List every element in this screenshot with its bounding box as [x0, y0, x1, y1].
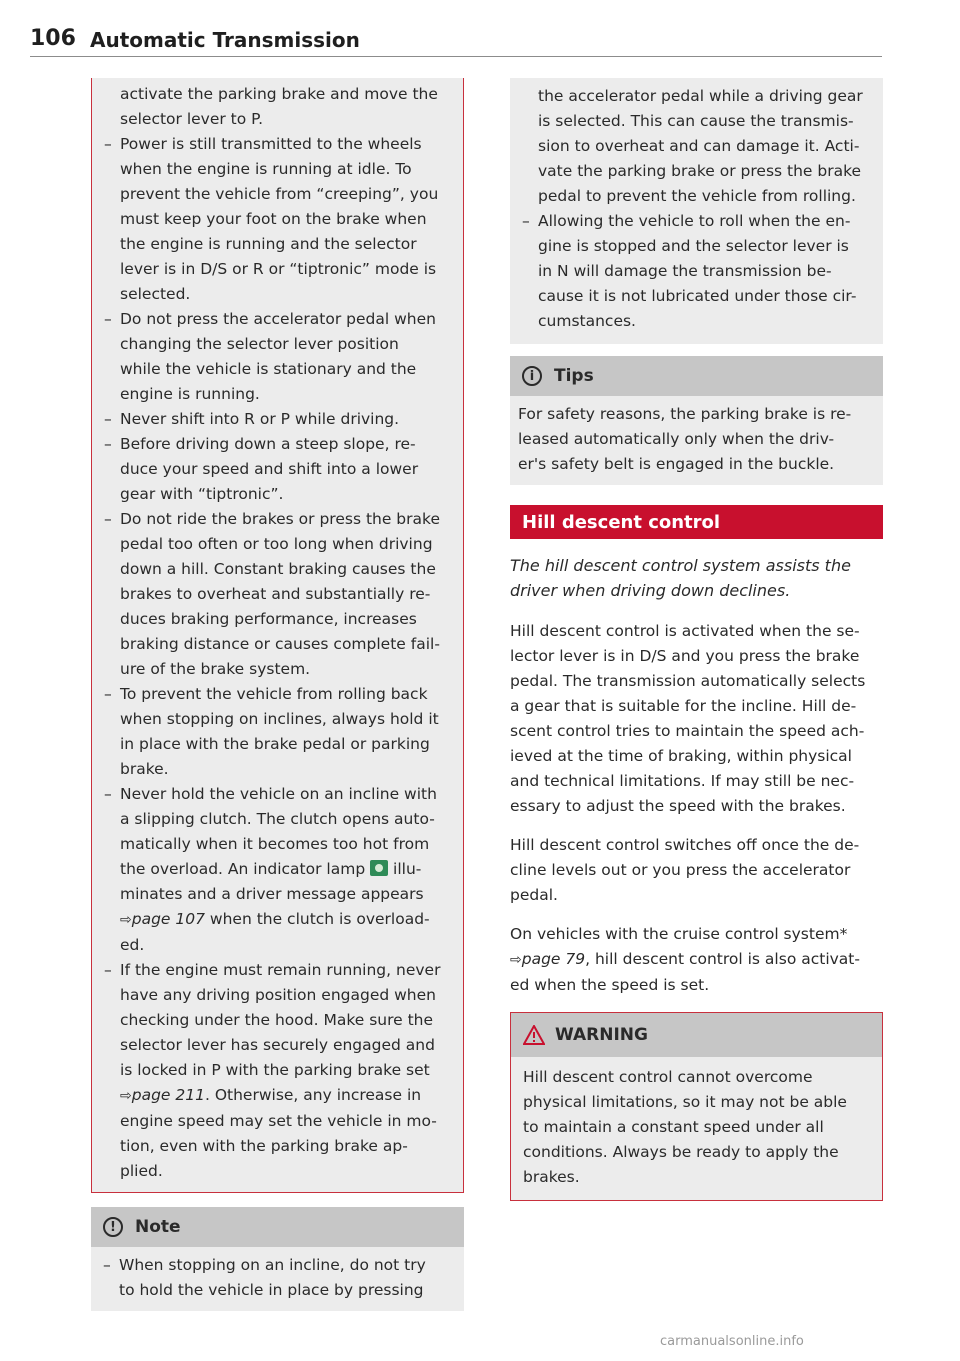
warning-continued-box: [91, 78, 464, 1193]
text-line: For safety reasons, the parking brake is re-: [518, 405, 852, 423]
paragraph-switch-off: [510, 833, 883, 908]
note-continued-box: [510, 78, 883, 344]
list-line: pedal too often or too long when driving: [120, 535, 433, 553]
clutch-warning-lamp-icon: [370, 860, 388, 876]
text-line: conditions. Always be ready to apply the: [523, 1143, 839, 1161]
list-line: the overload. An indicator lamp illu-: [120, 860, 422, 878]
note-body: [91, 1247, 464, 1311]
right-column: [510, 78, 883, 1201]
list-line: changing the selector lever position: [120, 335, 399, 353]
list-line: vate the parking brake or press the brake: [538, 162, 862, 180]
exclamation-circle-icon: !: [103, 1217, 123, 1237]
list-line: cumstances.: [538, 312, 636, 330]
list-line: – Do not press the accelerator pedal when: [100, 307, 451, 332]
list-line: – Allowing the vehicle to roll when the en-: [518, 209, 871, 234]
list-line: ⇨page 211. Otherwise, any increase in: [120, 1086, 422, 1104]
list-line: when stopping on inclines, always hold it: [120, 710, 439, 728]
text-line: Hill descent control switches off once the de-: [510, 836, 860, 854]
list-line: engine is running.: [120, 385, 260, 403]
page-number: 106: [30, 26, 76, 51]
warning-triangle-icon: [523, 1025, 545, 1045]
list-line: – Never shift into R or P while driving.: [100, 407, 451, 432]
warning-list-lamp: [100, 857, 451, 958]
arrow-right-icon: ⇨: [510, 952, 522, 968]
list-line: – If the engine must remain running, never: [100, 958, 451, 983]
list-line: the accelerator pedal while a driving gear: [538, 87, 863, 105]
info-circle-icon: i: [522, 366, 542, 386]
page-header: [30, 22, 882, 57]
list-line: sion to overheat and can damage it. Acti-: [538, 137, 860, 155]
warning-list-tail: [100, 958, 451, 1083]
note-continued-list: [518, 84, 871, 334]
list-line: down a hill. Constant braking causes the: [120, 560, 436, 578]
arrow-right-icon: ⇨: [120, 912, 132, 928]
list-line: while the vehicle is stationary and the: [120, 360, 417, 378]
list-line: must keep your foot on the brake when: [120, 210, 427, 228]
tips-body: [510, 396, 883, 485]
list-line: ⇨page 107 when the clutch is overload-: [120, 910, 430, 928]
text-line: brakes.: [523, 1168, 580, 1186]
text-line: and technical limitations. If may still be nec-: [510, 772, 855, 790]
text-line: Hill descent control cannot overcome: [523, 1068, 813, 1086]
watermark: carmanualsonline.info: [660, 1334, 804, 1349]
list-line: in N will damage the transmission be-: [538, 262, 832, 280]
list-line: plied.: [120, 1162, 163, 1180]
list-line: is selected. This can cause the transmis-: [538, 112, 854, 130]
left-column: [91, 78, 464, 1311]
text-line: cline levels out or you press the accelerator: [510, 861, 851, 879]
section-intro: [510, 553, 883, 603]
list-line: minates and a driver message appears: [120, 885, 424, 903]
list-line: in place with the brake pedal or parking: [120, 735, 430, 753]
text-line: Hill descent control is activated when the se-: [510, 622, 860, 640]
list-line: prevent the vehicle from “creeping”, you: [120, 185, 439, 203]
page-reference-link[interactable]: page 79: [521, 950, 586, 968]
list-line: duces braking performance, increases: [120, 610, 417, 628]
paragraph-activation: [510, 619, 883, 819]
warning-header: WARNING: [511, 1013, 882, 1057]
text-line: driver when driving down declines.: [510, 581, 791, 600]
text-line: leased automatically only when the driv-: [518, 430, 835, 448]
list-line: ed.: [120, 936, 145, 954]
text-line: ieved at the time of braking, within physical: [510, 747, 852, 765]
list-line: brake.: [120, 760, 169, 778]
list-line: selector lever to P.: [120, 110, 264, 128]
warning-list: [100, 82, 451, 857]
list-line: – Before driving down a steep slope, re-: [100, 432, 451, 457]
paragraph-cruise-control: On vehicles with the cruise control system* ⇨page 79, hill descent control is also activat- ed when the speed is set.: [510, 925, 860, 994]
text-line: to maintain a constant speed under all: [523, 1118, 824, 1136]
text-line: essary to adjust the speed with the brakes.: [510, 797, 846, 815]
page-reference-link[interactable]: page 107: [131, 910, 205, 928]
list-line: – Power is still transmitted to the wheels: [100, 132, 451, 157]
list-line: matically when it becomes too hot from: [120, 835, 430, 853]
tips-block: [510, 356, 883, 485]
list-line: pedal to prevent the vehicle from rolling.: [538, 187, 856, 205]
list-line: – To prevent the vehicle from rolling back: [100, 682, 451, 707]
list-line: a slipping clutch. The clutch opens auto-: [120, 810, 435, 828]
list-line: duce your speed and shift into a lower: [120, 460, 419, 478]
tips-header: i Tips: [510, 356, 883, 396]
section-title: Automatic Transmission: [90, 28, 360, 52]
list-line: the engine is running and the selector: [120, 235, 417, 253]
list-line: – Do not ride the brakes or press the brake: [100, 507, 451, 532]
text-line: pedal.: [510, 886, 558, 904]
list-line: is locked in P with the parking brake set: [120, 1061, 430, 1079]
text-line: lector lever is in D/S and you press the brake: [510, 647, 860, 665]
text-line: pedal. The transmission automatically selects: [510, 672, 866, 690]
list-line: – Never hold the vehicle on an incline with: [100, 782, 451, 807]
list-line: brakes to overheat and substantially re-: [120, 585, 431, 603]
list-line: cause it is not lubricated under those cir-: [538, 287, 857, 305]
list-line: gine is stopped and the selector lever is: [538, 237, 849, 255]
note-header: ! Note: [91, 1207, 464, 1247]
section-heading: Hill descent control: [510, 505, 883, 539]
list-line: tion, even with the parking brake ap-: [120, 1137, 408, 1155]
text-line: scent control tries to maintain the speed ach-: [510, 722, 865, 740]
text-line: a gear that is suitable for the incline. Hill de-: [510, 697, 857, 715]
list-line: – When stopping on an incline, do not try: [99, 1253, 452, 1278]
list-line: activate the parking brake and move the: [120, 85, 438, 103]
list-line: lever is in D/S or R or “tiptronic” mode is: [120, 260, 437, 278]
list-line: when the engine is running at idle. To: [120, 160, 412, 178]
warning-body: [511, 1057, 882, 1200]
arrow-right-icon: ⇨: [120, 1088, 132, 1104]
warning-block: [510, 1012, 883, 1201]
text-line: er's safety belt is engaged in the buckle.: [518, 455, 835, 473]
warning-list-xref2: [100, 1083, 451, 1109]
warning-list-end: [100, 1109, 451, 1184]
note-list: [99, 1253, 452, 1303]
list-line: to hold the vehicle in place by pressing: [119, 1281, 424, 1299]
list-line: have any driving position engaged when: [120, 986, 436, 1004]
list-line: ure of the brake system.: [120, 660, 311, 678]
list-line: gear with “tiptronic”.: [120, 485, 284, 503]
list-line: braking distance or causes complete fail-: [120, 635, 440, 653]
list-line: selector lever has securely engaged and: [120, 1036, 435, 1054]
list-line: engine speed may set the vehicle in mo-: [120, 1112, 437, 1130]
page-reference-link[interactable]: page 211: [131, 1086, 205, 1104]
text-line: physical limitations, so it may not be able: [523, 1093, 847, 1111]
list-line: selected.: [120, 285, 191, 303]
text-line: The hill descent control system assists the: [510, 556, 851, 575]
list-line: checking under the hood. Make sure the: [120, 1011, 434, 1029]
note-block: [91, 1207, 464, 1311]
